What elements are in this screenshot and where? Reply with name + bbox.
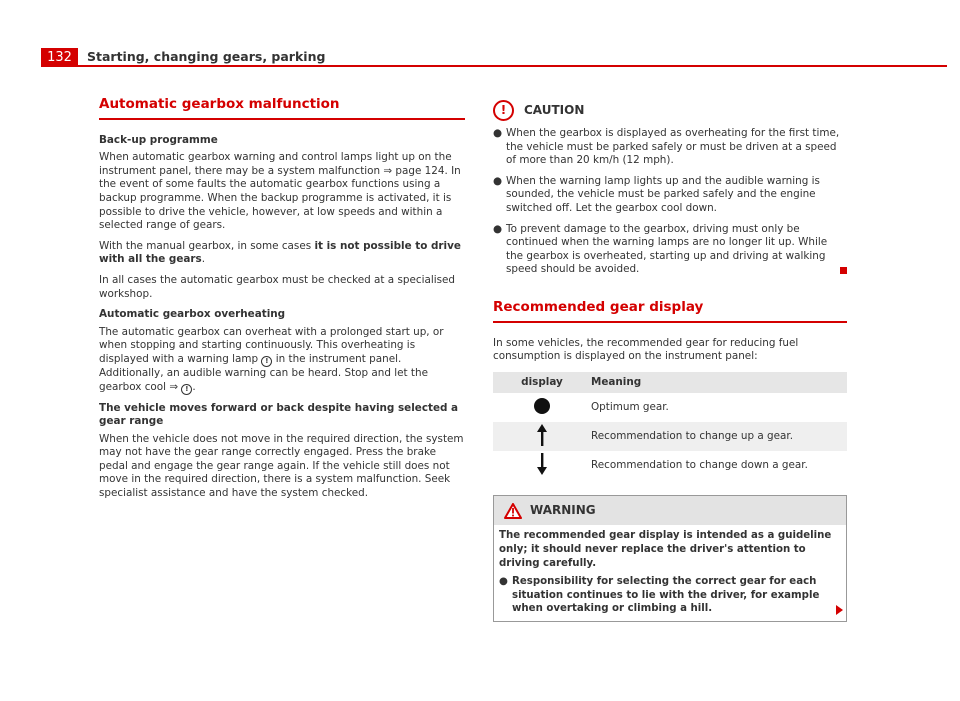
table-cell-symbol [493,393,591,422]
text: in the instrument panel. Additionally, an audible warning can be heard. Stop and let the gearbox cool ⇒ [99,352,428,393]
caution-ref-icon[interactable]: ! [181,384,192,395]
bullet-icon: ● [493,174,503,187]
continue-arrow-icon [836,605,843,615]
paragraph-overheating [99,326,465,395]
table-row [493,422,847,451]
section-title-malfunction: Automatic gearbox malfunction [99,96,340,112]
table-header-row [493,372,847,394]
running-title: Starting, changing gears, parking [87,49,326,64]
exclamation-icon: ! [493,100,514,121]
arrow-up-icon [537,424,547,446]
warning-box [493,495,847,622]
section-title-recommended: Recommended gear display [493,298,704,315]
table-cell-symbol [493,422,591,451]
table-cell-meaning: Recommendation to change up a gear. [591,422,847,451]
table-header-meaning: Meaning [591,372,847,394]
caution-item [493,223,847,277]
page-header [41,48,947,67]
table-header-display: display [493,372,591,394]
table-cell-symbol [493,451,591,480]
text: . [192,380,196,393]
subheading-overheating: Automatic gearbox overheating [99,308,286,321]
bullet-icon: ● [493,222,503,235]
caution-item [493,175,847,216]
warning-header [494,496,846,525]
subheading-backup: Back-up programme [99,133,218,146]
text: The automatic gearbox can overheat with a prolonged start up, or when stopping and starting continuously. This overheating is displayed with a warning lamp [99,325,444,365]
bullet-icon: ● [493,127,503,139]
subheading-moves: The vehicle moves forward or back despite having selected a gear range [99,401,459,428]
header-rule [78,65,947,67]
paragraph-moves: When the vehicle does not move in the required direction, the system may not have the gear range correctly engaged. Press the brake pedal and engage the gear range again. If the vehicle still does not move in the required direction, there is a system malfunction. Seek specialist assistance and have the system checked. [99,432,464,500]
paragraph-backup: When automatic gearbox warning and control lamps light up on the instrument panel, there may be a system malfunction ⇒ page 124. In the event of some faults the automatic gearbox functions using a backup programme. When the backup programme is activated, it is possible to drive the vehicle, however, at low speeds and within a selected range of gears. [99,151,461,232]
caution-text: To prevent damage to the gearbox, driving must only be continued when the warning lamps are no longer lit up. While the gearbox is overheated, starting up and driving at walking speed should be avoided. [506,222,828,276]
table-cell-meaning: Optimum gear. [591,401,669,414]
caution-title: CAUTION [524,102,585,117]
caution-box [493,100,847,277]
bullet-icon: ● [499,576,508,588]
warning-triangle-icon [504,503,522,519]
paragraph-intro: In some vehicles, the recommended gear for reducing fuel consumption is displayed on the instrument panel: [493,336,799,363]
dot-icon [534,398,550,414]
section-end-mark [840,267,847,274]
section-rule [493,321,847,323]
warning-text: Responsibility for selecting the correct gear for each situation continues to lie with the driver, for example when overtaking or climbing a hill. [512,576,820,615]
section-rule [99,118,465,120]
caution-text: When the warning lamp lights up and the audible warning is sounded, the vehicle must be parked safely and the engine switched off. Let the gearbox cool down. [506,174,820,214]
warning-paragraph: The recommended gear display is intended as a guideline only; it should never replace the driver's attention to driving carefully. [499,530,832,569]
warning-body [494,525,846,621]
table-row [493,393,847,422]
left-column [99,98,465,508]
emphasis: it is not possible to drive with all the gears [99,239,461,266]
warning-title: WARNING [530,503,596,518]
warning-item [499,575,841,616]
right-column [493,100,847,622]
caution-header [493,100,847,121]
warning-lamp-icon: ! [261,356,272,367]
page-number: 132 [41,48,78,67]
table-row [493,451,847,480]
paragraph-workshop: In all cases the automatic gearbox must be checked at a specialised workshop. [99,273,456,300]
text: . [201,253,206,266]
gear-display-table [493,372,847,481]
caution-item [493,127,847,168]
arrow-down-icon [537,453,547,475]
caution-text: When the gearbox is displayed as overheating for the first time, the vehicle must be parked safely or must be driven at a speed of more than 20 km/h (12 mph). [506,127,840,167]
table-cell-meaning: Recommendation to change down a gear. [591,459,808,472]
text: With the manual gearbox, in some cases [99,239,315,252]
paragraph-manual-gearbox [99,240,465,267]
